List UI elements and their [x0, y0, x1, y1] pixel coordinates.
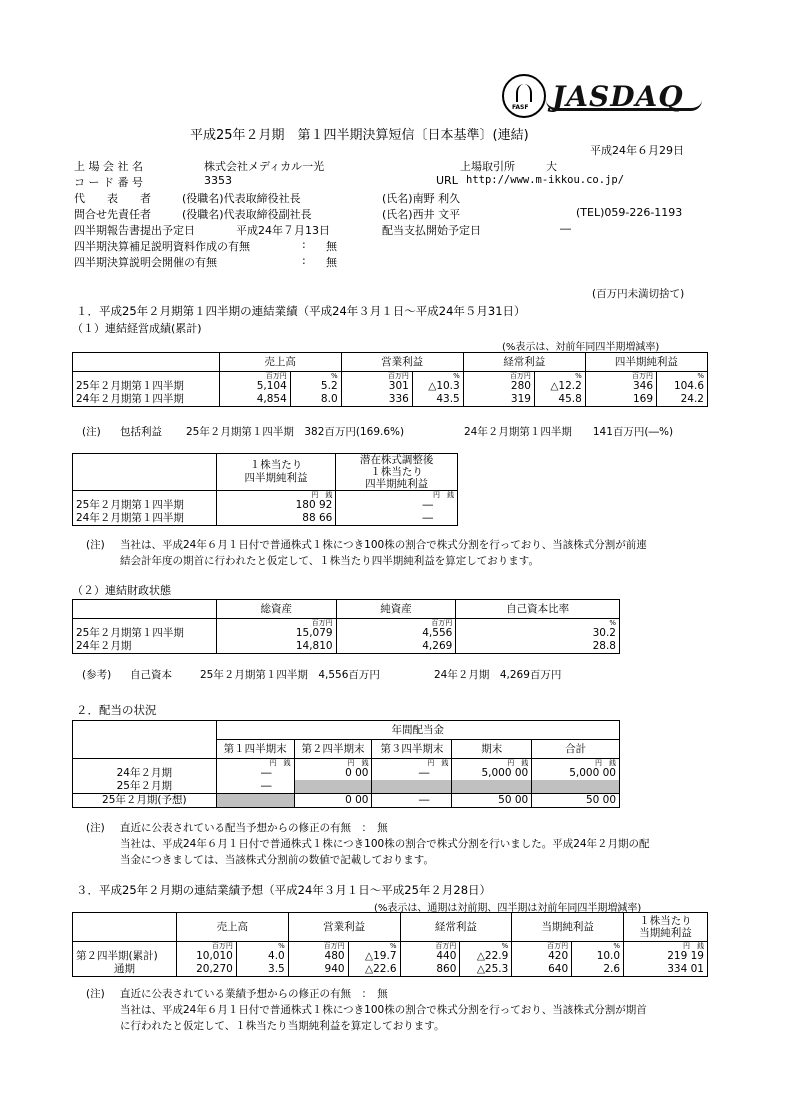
section1-subtitle: （１）連結経営成績(累計) [72, 322, 202, 335]
section1-title: １．平成25年２月期第１四半期の連結業績（平成24年３月１日～平成24年５月31日） [76, 304, 526, 318]
unit: 百万円 [288, 942, 348, 951]
forecast-note-label: (注) [86, 988, 105, 1000]
col-net-assets: 純資産 [336, 600, 456, 619]
dividend-note-label: (注) [86, 822, 105, 834]
col-diluted-eps: 潜在株式調整後 １株当たり 四半期純利益 [336, 454, 458, 491]
dividend-table [72, 720, 620, 808]
table-row: 24年２月期第１四半期 4,854 8.0 336 43.5 319 45.8 169 24.2 [73, 393, 708, 407]
document-title: 平成25年２月期 第１四半期決算短信〔日本基準〕(連結) [190, 128, 529, 143]
jasdaq-swoosh [546, 100, 702, 111]
reference-label: (参考) [82, 669, 112, 681]
col-ordinary-income: 経常利益 [463, 353, 585, 372]
corner-cell [73, 353, 220, 372]
col-q1-end: 第１四半期末 [216, 740, 294, 759]
contact-name: (氏名)西井 文平 [382, 208, 461, 221]
supplement-label: 四半期決算補足説明資料作成の有無 [74, 240, 250, 253]
note-label: (注) [82, 426, 101, 438]
section3-title: ３．平成25年２月期の連結業績予想（平成24年３月１日～平成25年２月28日） [76, 883, 492, 897]
report-submit-date: 平成24年７月13日 [236, 224, 330, 237]
table-row: 25年２月期第１四半期 180 92 ― [73, 499, 458, 512]
dividend-start-label: 配当支払開始予定日 [382, 224, 481, 237]
table-row: 25年２月期第１四半期 15,079 4,556 30.2 [73, 627, 620, 640]
table-row: 25年２月期第１四半期 5,104 5.2 301 △10.3 280 △12.2 346 104.6 [73, 380, 708, 393]
unit: 百万円 [336, 619, 456, 628]
financial-position-title: （２）連結財政状態 [72, 584, 171, 597]
dividend-note1: 直近に公表されている配当予想からの修正の有無 ： 無 [120, 822, 388, 834]
col-net-income: 四半期純利益 [585, 353, 707, 372]
table-row: 24年２月期 ― 0 00 ― 5,000 00 5,000 00 [73, 767, 620, 780]
table-row: 通期 20,270 3.5 940 △22.6 860 △25.3 640 2.6 334 01 [73, 963, 708, 977]
unit: 円 銭 [294, 759, 372, 768]
unit: % [456, 619, 620, 628]
equity-current: 25年２月期第１四半期 4,556百万円 [200, 669, 380, 681]
supplement-value: 無 [326, 240, 337, 253]
unit: 円 銭 [532, 759, 620, 768]
forecast-note3: に行われたと仮定して、１株当たり当期純利益を算定しております。 [120, 1020, 445, 1032]
col-total: 合計 [532, 740, 620, 759]
unit: 円 銭 [336, 491, 458, 500]
contact-tel: (TEL)059-226-1193 [576, 206, 683, 219]
unit: 百万円 [216, 619, 336, 628]
comprehensive-income-prior: 24年２月期第１四半期 141百万円(―%) [464, 426, 674, 438]
unit: 円 銭 [452, 759, 532, 768]
eps-note-cont: 結会計年度の期首に行われたと仮定して、１株当たり四半期純利益を算定しております。 [120, 555, 539, 567]
col-eps: １株当たり 四半期純利益 [216, 454, 336, 491]
annual-dividend-header: 年間配当金 [216, 721, 619, 740]
company-name: 株式会社メディカル一光 [204, 160, 325, 173]
unit: 百万円 [512, 942, 572, 951]
unit: % [412, 372, 463, 381]
col-equity-ratio: 自己資本比率 [456, 600, 620, 619]
representative-name: (氏名)南野 利久 [382, 192, 461, 205]
stock-code: 3353 [204, 174, 232, 187]
col-ordinary-income: 経常利益 [400, 913, 512, 942]
unit: 百万円 [176, 942, 236, 951]
unit: 円 銭 [216, 759, 294, 768]
unit: % [657, 372, 708, 381]
meeting-value: 無 [326, 256, 337, 269]
rounding-note: (百万円未満切捨て) [592, 288, 685, 300]
eps-note: 当社は、平成24年６月１日付で普通株式１株につき100株の割合で株式分割を行っており、当該株式分割が前連 [120, 539, 647, 551]
code-label: コ ー ド 番 号 [74, 176, 143, 189]
pct-note: (%表示は、対前年同四半期増減率) [502, 342, 660, 353]
unit: 円 銭 [216, 491, 336, 500]
unit: 百万円 [463, 372, 534, 381]
unit: % [236, 942, 288, 951]
unit: % [534, 372, 585, 381]
contact-title: (役職名)代表取締役副社長 [182, 208, 312, 221]
company-name-label: 上 場 会 社 名 [74, 160, 143, 173]
col-sales: 売上高 [176, 913, 288, 942]
table-row: 第２四半期(累計) 10,010 4.0 480 △19.7 440 △22.9 420 10.0 219 19 [73, 950, 708, 963]
unit: 百万円 [219, 372, 290, 381]
col-net-income: 当期純利益 [512, 913, 624, 942]
table-row: 25年２月期 ― [73, 780, 620, 794]
fasf-seal-logo: FASF [502, 74, 546, 118]
exchange: 大 [546, 160, 557, 173]
report-date-label: 四半期報告書提出予定日 [74, 224, 195, 237]
col-eps: １株当たり 当期純利益 [624, 913, 708, 942]
unit: % [348, 942, 400, 951]
unit: % [460, 942, 512, 951]
forecast-table [72, 912, 708, 977]
eps-note-label: (注) [86, 539, 105, 551]
eps-table [72, 453, 458, 526]
col-year-end: 期末 [452, 740, 532, 759]
jasdaq-logo: JASDAQ [552, 80, 684, 113]
unit: 百万円 [400, 942, 460, 951]
supplement-colon: : [302, 238, 306, 251]
section2-title: ２．配当の状況 [76, 703, 157, 717]
report-date: 平成24年６月29日 [590, 144, 684, 157]
representative-title: (役職名)代表取締役社長 [182, 192, 301, 205]
forecast-pct-note: (%表示は、通期は対前期、四半期は対前年同四半期増減率) [374, 903, 642, 914]
unit: 百万円 [341, 372, 412, 381]
table-row: 25年２月期(予想) 0 00 ― 50 00 50 00 [73, 794, 620, 808]
unit: 円 銭 [372, 759, 452, 768]
col-q3-end: 第３四半期末 [372, 740, 452, 759]
meeting-colon: : [302, 254, 306, 267]
unit: % [290, 372, 341, 381]
table-row: 24年２月期第１四半期 88 66 ― [73, 512, 458, 526]
equity-label: 自己資本 [130, 669, 172, 681]
financial-position-table [72, 599, 620, 654]
dividend-note2: 当社は、平成24年６月１日付で普通株式１株につき100株の割合で株式分割を行いました。平成24年２月期の配 [120, 838, 650, 850]
col-sales: 売上高 [219, 353, 341, 372]
col-q2-end: 第２四半期末 [294, 740, 372, 759]
exchange-label: 上場取引所 [460, 160, 515, 173]
forecast-note2: 当社は、平成24年６月１日付で普通株式１株につき100株の割合で株式分割を行っており、当該株式分割が期首 [120, 1004, 647, 1016]
unit: 円 銭 [624, 942, 708, 951]
col-total-assets: 総資産 [216, 600, 336, 619]
dividend-note3: 当金につきましては、当該株式分割前の数値で記載しております。 [120, 854, 434, 866]
company-url[interactable]: http://www.m-ikkou.co.jp/ [466, 174, 625, 186]
col-operating-income: 営業利益 [341, 353, 463, 372]
representative-label: 代 表 者 [74, 192, 151, 205]
contact-label: 問合せ先責任者 [74, 208, 151, 221]
equity-prior: 24年２月期 4,269百万円 [434, 669, 562, 681]
operating-results-table [72, 352, 708, 407]
url-label: URL [436, 174, 458, 187]
dividend-start: ― [560, 222, 571, 235]
unit: % [572, 942, 624, 951]
meeting-label: 四半期決算説明会開催の有無 [74, 256, 217, 269]
unit: 百万円 [585, 372, 656, 381]
comprehensive-income-label: 包括利益 [120, 426, 162, 438]
table-row: 24年２月期 14,810 4,269 28.8 [73, 640, 620, 654]
comprehensive-income-current: 25年２月期第１四半期 382百万円(169.6%) [186, 426, 405, 438]
col-operating-income: 営業利益 [288, 913, 400, 942]
forecast-note1: 直近に公表されている業績予想からの修正の有無 ： 無 [120, 988, 388, 1000]
